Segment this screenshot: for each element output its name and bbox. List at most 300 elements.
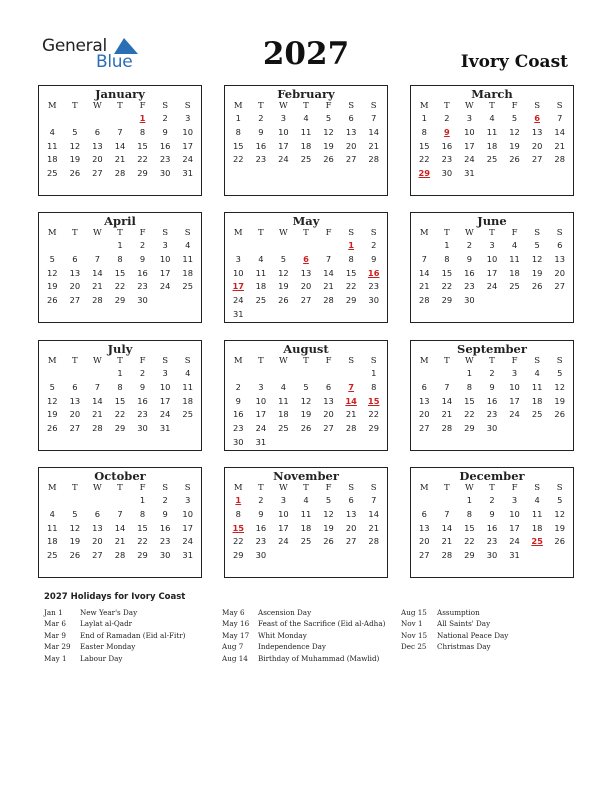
weekday-header-row (39, 356, 201, 367)
day-cell: 5 (303, 381, 309, 392)
day-cell (481, 294, 504, 308)
weekday-label: T (444, 356, 450, 366)
weekday-label: S (184, 101, 191, 111)
holiday-item (222, 607, 385, 618)
day-cell: 31 (464, 168, 475, 179)
weekday-header-row (225, 483, 387, 494)
holiday-name: Assumption (437, 608, 480, 617)
day-cell: 29 (137, 550, 148, 561)
day-cell (176, 294, 199, 308)
day-cell: 6 (72, 381, 78, 392)
day-cell: 17 (509, 522, 520, 533)
day-cell: 5 (511, 113, 518, 123)
weekday-label: T (117, 356, 123, 366)
day-cell: 30 (159, 168, 171, 179)
week-row (39, 294, 201, 308)
country-name: Ivory Coast (460, 52, 568, 72)
weekday-label: S (348, 101, 355, 111)
day-cell: 28 (114, 550, 126, 561)
weekday-label: M (419, 356, 429, 366)
holiday-name: Labour Day (80, 653, 123, 663)
holiday-date: Aug 7 (222, 642, 244, 652)
day-cell: 7 (94, 253, 101, 264)
day-cell: 5 (280, 253, 287, 264)
week-row (225, 294, 387, 308)
day-cell: 17 (278, 522, 289, 533)
day-cell: 20 (554, 267, 565, 278)
weekday-label: M (419, 483, 429, 493)
day-cell: 21 (368, 522, 379, 533)
day-cell: 14 (441, 522, 453, 533)
day-cell: 18 (531, 522, 543, 533)
day-cell: 11 (300, 126, 312, 137)
week-row (225, 408, 387, 422)
day-cell (64, 239, 87, 253)
day-cell: 1 (117, 240, 123, 250)
holiday-day-cell: 9 (443, 126, 450, 137)
day-cell: 16 (486, 395, 498, 406)
day-cell: 21 (114, 154, 126, 165)
day-cell: 21 (441, 536, 453, 547)
day-cell: 10 (509, 508, 520, 519)
day-cell (526, 167, 549, 181)
day-cell: 23 (159, 154, 171, 165)
day-cell: 19 (69, 536, 81, 547)
week-row (411, 395, 573, 409)
holiday-day-cell: 25 (531, 536, 543, 547)
day-cell: 22 (464, 536, 475, 547)
week-row (39, 112, 201, 126)
holiday-day-cell: 16 (367, 267, 380, 278)
week-row (225, 494, 387, 508)
day-cell: 16 (464, 267, 475, 278)
weekday-label: M (47, 356, 57, 366)
day-cell: 5 (49, 253, 55, 264)
weekday-header-row (39, 101, 201, 112)
day-cell: 30 (255, 550, 267, 561)
day-cell: 4 (303, 113, 309, 123)
weekday-label: M (233, 228, 243, 238)
weekday-header-row (225, 228, 387, 239)
day-cell: 13 (345, 508, 357, 519)
day-cell: 20 (419, 536, 430, 547)
day-cell: 10 (182, 508, 193, 519)
day-cell: 3 (258, 381, 264, 392)
weekday-label: F (511, 101, 518, 111)
day-cell: 1 (139, 495, 146, 505)
day-cell: 9 (489, 381, 495, 392)
day-cell: 23 (255, 154, 267, 165)
week-row (225, 522, 387, 536)
weekday-label: F (139, 101, 146, 111)
day-cell: 30 (137, 295, 148, 306)
day-cell: 12 (47, 395, 58, 406)
day-cell: 31 (233, 308, 244, 319)
day-cell: 8 (466, 508, 473, 519)
day-cell: 26 (69, 550, 81, 561)
weekday-label: W (465, 483, 474, 493)
day-cell: 18 (486, 140, 498, 151)
holiday-item (222, 618, 385, 629)
weekday-label: W (465, 356, 474, 366)
weekday-label: W (279, 356, 288, 366)
day-cell: 24 (255, 423, 267, 434)
day-cell: 6 (348, 113, 354, 123)
day-cell (86, 367, 109, 381)
day-cell: 26 (323, 536, 334, 547)
day-cell: 5 (534, 240, 540, 250)
day-cell: 18 (47, 154, 58, 165)
day-cell: 16 (137, 267, 148, 278)
day-cell (548, 167, 571, 181)
day-cell: 20 (300, 281, 312, 292)
day-cell: 31 (509, 550, 520, 561)
day-cell: 29 (464, 423, 475, 434)
day-cell: 2 (139, 368, 146, 378)
day-cell: 23 (486, 536, 498, 547)
day-cell: 30 (486, 550, 498, 561)
day-cell (41, 494, 64, 508)
day-cell: 30 (159, 550, 171, 561)
day-cell: 6 (421, 381, 427, 392)
day-cell: 7 (557, 113, 563, 123)
holiday-day-cell: 1 (235, 495, 242, 505)
weekday-label: F (511, 483, 518, 493)
day-cell: 24 (278, 154, 289, 165)
day-cell (526, 294, 549, 308)
weekday-label: S (534, 483, 541, 493)
weekday-label: M (47, 228, 57, 238)
holiday-name: Laylat al-Qadr (80, 619, 133, 629)
day-cell: 9 (258, 508, 264, 519)
day-cell: 17 (278, 140, 289, 151)
day-cell (272, 239, 295, 253)
day-cell: 14 (92, 395, 103, 406)
month-title: January (95, 87, 145, 101)
day-cell: 22 (233, 536, 244, 547)
day-cell (526, 422, 549, 436)
day-cell: 14 (92, 267, 103, 278)
day-cell: 28 (368, 154, 379, 165)
month-january (38, 85, 202, 196)
weekday-label: T (258, 356, 264, 366)
day-cell (86, 239, 109, 253)
day-cell: 2 (139, 240, 146, 250)
weekday-label: F (325, 228, 332, 238)
day-cell: 1 (466, 368, 473, 378)
weekday-label: T (489, 356, 495, 366)
day-cell (250, 239, 273, 253)
weekday-label: F (325, 483, 332, 493)
day-cell: 4 (185, 240, 191, 250)
day-cell: 11 (531, 508, 543, 519)
day-cell: 8 (117, 253, 123, 264)
weekday-label: T (444, 101, 450, 111)
day-cell: 12 (554, 381, 565, 392)
week-row (39, 153, 201, 167)
day-cell: 11 (182, 253, 193, 264)
day-cell: 22 (233, 154, 244, 165)
day-cell: 30 (441, 168, 453, 179)
day-cell: 8 (348, 253, 354, 264)
day-cell: 2 (444, 113, 450, 123)
day-cell: 19 (47, 281, 58, 292)
day-cell (295, 308, 318, 322)
holiday-date: Aug 15 (401, 608, 427, 617)
month-june (410, 212, 574, 323)
day-cell: 25 (182, 409, 193, 420)
holiday-item (44, 653, 185, 664)
day-cell: 27 (300, 295, 312, 306)
day-cell: 21 (419, 281, 430, 292)
day-cell: 17 (159, 395, 171, 406)
weekday-label: M (233, 483, 243, 493)
week-row (225, 280, 387, 294)
day-cell: 14 (368, 126, 379, 137)
day-cell: 22 (114, 281, 126, 292)
day-cell: 15 (114, 395, 126, 406)
day-cell: 25 (300, 536, 312, 547)
day-cell (413, 367, 436, 381)
week-row (411, 267, 573, 281)
day-cell: 21 (92, 281, 103, 292)
weekday-label: T (444, 228, 450, 238)
day-cell: 25 (47, 168, 58, 179)
day-cell: 3 (235, 253, 241, 264)
holiday-name: End of Ramadan (Eid al-Fitr) (80, 630, 186, 640)
day-cell: 5 (325, 113, 332, 123)
week-row (39, 167, 201, 181)
week-row (411, 549, 573, 563)
day-cell: 17 (182, 522, 193, 533)
day-cell: 19 (300, 409, 312, 420)
day-cell: 7 (325, 253, 332, 264)
day-cell (272, 308, 295, 322)
day-cell (109, 494, 132, 508)
day-cell: 11 (47, 140, 58, 151)
day-cell: 26 (69, 168, 81, 179)
day-cell: 20 (92, 536, 103, 547)
day-cell: 15 (114, 267, 126, 278)
week-row (411, 112, 573, 126)
weekday-header-row (225, 356, 387, 367)
day-cell (503, 422, 526, 436)
weekday-header-row (411, 228, 573, 239)
day-cell: 28 (441, 423, 453, 434)
holiday-item (222, 641, 385, 652)
weekday-label: S (534, 356, 541, 366)
day-cell (340, 367, 363, 381)
day-cell: 28 (114, 168, 126, 179)
weekday-label: T (117, 101, 123, 111)
week-row (411, 253, 573, 267)
weekday-label: F (139, 356, 146, 366)
day-cell: 28 (368, 536, 379, 547)
day-cell: 21 (92, 409, 103, 420)
weekday-label: T (489, 228, 495, 238)
day-cell: 19 (323, 140, 334, 151)
week-row (411, 153, 573, 167)
day-cell: 7 (444, 381, 450, 392)
day-cell: 24 (278, 536, 289, 547)
day-cell: 21 (323, 281, 334, 292)
day-cell: 12 (300, 395, 312, 406)
day-cell: 14 (114, 522, 126, 533)
logo-text-general: General (42, 36, 107, 56)
day-cell (227, 239, 250, 253)
day-cell: 3 (162, 368, 168, 378)
day-cell: 12 (323, 508, 334, 519)
day-cell: 6 (325, 381, 332, 392)
day-cell (64, 367, 87, 381)
weekday-label: F (325, 101, 332, 111)
day-cell: 20 (345, 522, 357, 533)
weekday-label: T (258, 228, 264, 238)
day-cell: 30 (464, 295, 475, 306)
holiday-item (222, 653, 385, 664)
day-cell: 8 (235, 508, 241, 519)
day-cell: 10 (486, 253, 498, 264)
day-cell: 26 (509, 154, 520, 165)
day-cell: 22 (137, 536, 148, 547)
day-cell (295, 549, 318, 563)
day-cell: 10 (182, 126, 193, 137)
day-cell: 18 (509, 267, 520, 278)
holiday-name: Independence Day (258, 642, 326, 652)
day-cell: 23 (255, 536, 267, 547)
day-cell: 23 (441, 154, 453, 165)
day-cell: 15 (137, 140, 148, 151)
day-cell: 11 (300, 508, 312, 519)
week-row (225, 422, 387, 436)
week-row (411, 280, 573, 294)
day-cell: 13 (69, 395, 81, 406)
day-cell: 2 (489, 368, 495, 378)
day-cell: 26 (278, 295, 289, 306)
day-cell: 21 (114, 536, 126, 547)
weekday-label: T (303, 228, 309, 238)
day-cell: 13 (300, 267, 312, 278)
day-cell: 26 (554, 536, 565, 547)
day-cell: 9 (258, 126, 264, 137)
day-cell: 8 (444, 253, 450, 264)
day-cell: 3 (511, 368, 518, 378)
day-cell: 23 (486, 409, 498, 420)
day-cell: 2 (258, 495, 264, 505)
week-row (225, 381, 387, 395)
day-cell (295, 239, 318, 253)
day-cell (86, 494, 109, 508)
month-title: September (457, 342, 527, 356)
week-row (39, 280, 201, 294)
day-cell: 9 (139, 253, 146, 264)
holiday-day-cell: 7 (348, 381, 355, 392)
day-cell (317, 436, 340, 450)
day-cell: 16 (255, 140, 267, 151)
day-cell: 4 (489, 113, 495, 123)
day-cell: 2 (258, 113, 264, 123)
month-july (38, 340, 202, 451)
week-row (39, 508, 201, 522)
day-cell: 4 (280, 381, 287, 392)
day-cell: 17 (509, 395, 520, 406)
day-cell: 23 (233, 423, 244, 434)
day-cell: 10 (159, 253, 171, 264)
day-cell: 22 (114, 409, 126, 420)
day-cell: 5 (72, 126, 78, 137)
day-cell: 9 (371, 253, 377, 264)
day-cell: 9 (466, 253, 473, 264)
day-cell: 23 (464, 281, 475, 292)
weekday-label: W (93, 228, 102, 238)
week-row (39, 549, 201, 563)
month-october (38, 467, 202, 578)
day-cell (362, 308, 385, 322)
day-cell: 5 (325, 495, 332, 505)
day-cell: 25 (531, 409, 543, 420)
week-row (225, 140, 387, 154)
day-cell: 22 (345, 281, 357, 292)
day-cell: 24 (509, 536, 520, 547)
week-row (39, 126, 201, 140)
day-cell (548, 549, 571, 563)
weekday-label: S (162, 101, 169, 111)
month-title: June (477, 214, 507, 228)
day-cell (109, 112, 132, 126)
day-cell: 8 (421, 126, 427, 137)
holiday-name: Birthday of Muhammad (Mawlid) (258, 653, 380, 663)
day-cell: 12 (47, 267, 58, 278)
month-december (410, 467, 574, 578)
day-cell: 11 (509, 253, 520, 264)
weekday-header-row (411, 101, 573, 112)
day-cell: 19 (323, 522, 334, 533)
week-row (411, 494, 573, 508)
weekday-label: T (489, 483, 495, 493)
day-cell: 18 (278, 409, 289, 420)
week-row (39, 395, 201, 409)
week-row (225, 549, 387, 563)
day-cell: 29 (233, 550, 244, 561)
day-cell: 8 (466, 381, 473, 392)
day-cell: 15 (464, 395, 475, 406)
day-cell: 22 (419, 154, 430, 165)
day-cell: 16 (441, 140, 453, 151)
day-cell: 6 (72, 253, 78, 264)
weekday-header-row (411, 483, 573, 494)
day-cell: 21 (441, 409, 453, 420)
weekday-label: T (258, 483, 264, 493)
weekday-label: T (258, 101, 264, 111)
weekday-header-row (39, 228, 201, 239)
holiday-name: New Year's Day (80, 608, 138, 617)
day-cell (503, 167, 526, 181)
weekday-label: S (534, 101, 541, 111)
day-cell: 3 (489, 240, 495, 250)
holiday-day-cell: 15 (232, 522, 245, 533)
weekday-label: S (556, 101, 563, 111)
day-cell (154, 294, 177, 308)
week-row (225, 436, 387, 450)
holiday-item (401, 618, 508, 629)
week-row (39, 408, 201, 422)
day-cell (413, 239, 436, 253)
day-cell (272, 367, 295, 381)
holiday-item (401, 641, 508, 652)
holiday-name: Ascension Day (258, 608, 312, 617)
holiday-day-cell: 1 (139, 113, 146, 123)
day-cell: 27 (345, 154, 357, 165)
